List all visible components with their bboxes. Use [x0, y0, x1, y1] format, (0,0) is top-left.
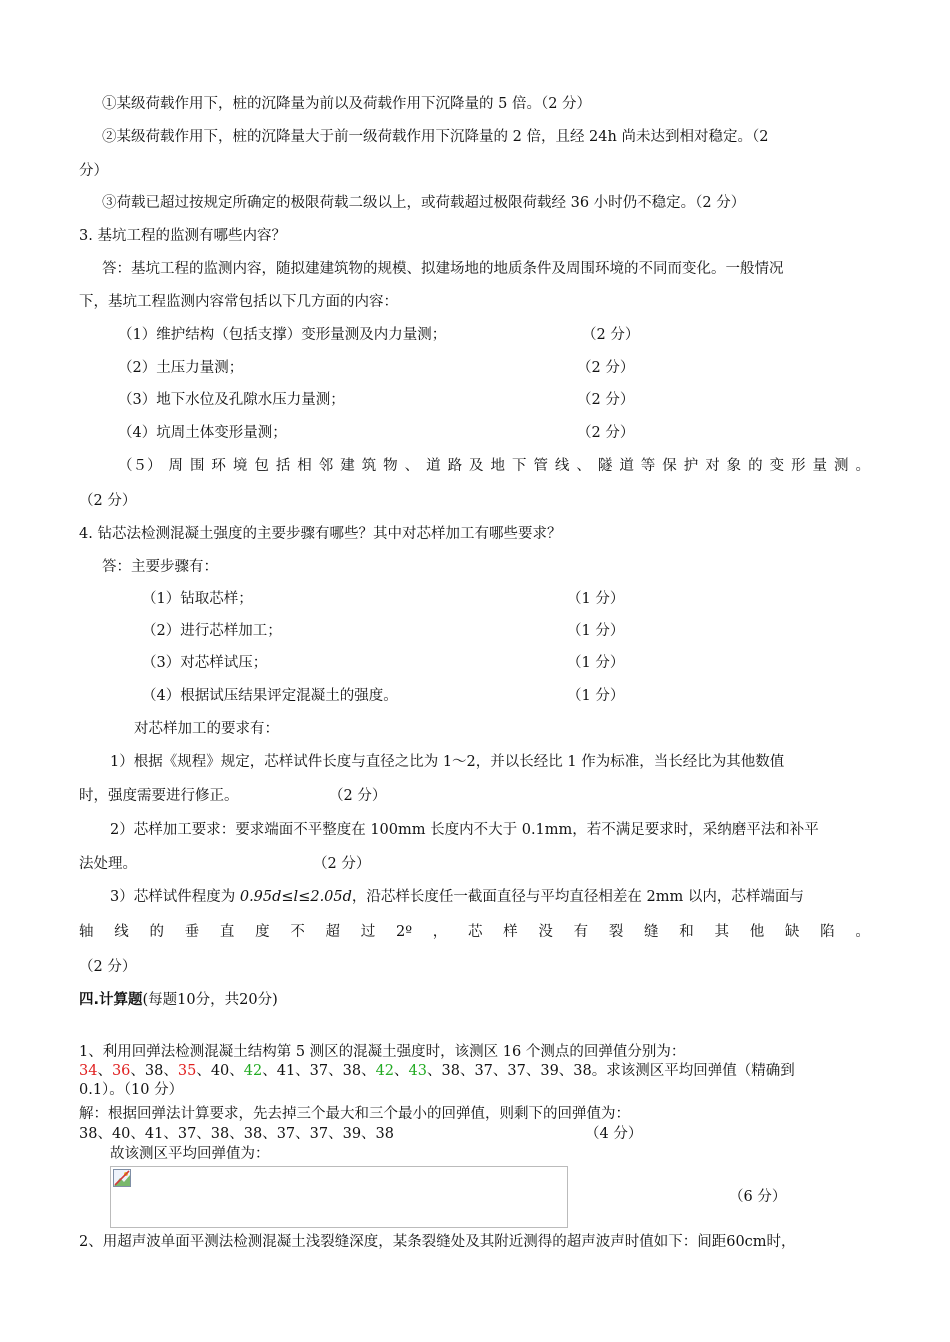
- q3-item-5-char: 及: [469, 458, 484, 474]
- rebound-value: 34: [79, 1063, 98, 1079]
- value-separator: 、: [328, 1063, 343, 1079]
- q4-req-3-line-2-char: 芯: [467, 924, 483, 940]
- q3-item-5-char: 、: [404, 458, 420, 474]
- value-separator: 、: [525, 1063, 541, 1079]
- q4-req-3-line-2-char: 裂: [608, 924, 624, 940]
- rebound-value: 40: [210, 1063, 230, 1079]
- calc1-solution-line-2: 38、40、41、37、38、38、37、37、39、38: [79, 1126, 395, 1142]
- q3-item-5-char: 象: [726, 458, 742, 474]
- q2-item-2: ②某级荷载作用下，桩的沉降量大于前一级荷载作用下沉降量的 2 倍，且经 24h 尚未达到相对稳定。（2: [102, 129, 769, 145]
- q4-step-4-score: （1 分）: [567, 688, 625, 704]
- q4-step-2-score: （1 分）: [567, 623, 625, 639]
- value-separator: 、: [130, 1063, 145, 1079]
- q3-item-5-char: 建: [340, 458, 355, 474]
- section-title: 四.计算题: [79, 992, 143, 1008]
- q4-req-3-text-a: 3）芯样试件程度为: [110, 889, 240, 905]
- q4-requirements-intro: 对芯样加工的要求有：: [134, 721, 279, 737]
- q4-req-3-line-2-char: 有: [573, 924, 589, 940]
- q2-item-3: ③荷载已超过按规定所确定的极限荷载二级以上，或荷载超过极限荷载经 36 小时仍不稳定。（2 分）: [102, 195, 746, 211]
- q3-item-5: [118, 456, 870, 476]
- q3-item-5-char: 保: [662, 458, 677, 474]
- q4-req-3-line-1: [110, 887, 804, 907]
- q3-item-5-char: 形: [791, 458, 806, 474]
- value-separator: 、: [361, 1063, 376, 1079]
- rebound-value: 42: [375, 1063, 395, 1079]
- q3-item-5-char: 、: [576, 458, 591, 474]
- q4-req-3-line-2-char: 过: [360, 924, 376, 940]
- q2-item-1: ①某级荷载作用下，桩的沉降量为前以及荷载作用下沉降量的 5 倍。（2 分）: [102, 96, 592, 112]
- q4-req-1-score: （2 分）: [329, 788, 387, 804]
- q3-item-5-score: （2 分）: [79, 493, 137, 509]
- q3-item-5-char: 周: [168, 458, 183, 474]
- q4-req-3-line-2-char: 。: [855, 924, 870, 940]
- q4-req-3-line-2-char: 样: [503, 924, 518, 940]
- q4-step-1-score: （1 分）: [567, 591, 625, 607]
- value-separator: 、: [97, 1063, 112, 1079]
- q4-step-3-score: （1 分）: [567, 655, 625, 671]
- q4-req-3-line-2-char: 和: [679, 924, 694, 940]
- q4-question: 4. 钻芯法检测混凝土强度的主要步骤有哪些？其中对芯样加工有哪些要求？: [79, 526, 562, 542]
- section-heading: [79, 990, 278, 1010]
- q3-question: 3. 基坑工程的监测有哪些内容？: [79, 228, 286, 244]
- q3-item-3: （3）地下水位及孔隙水压力量测；: [118, 392, 345, 408]
- q4-req-3-line-2-char: 度: [255, 924, 270, 940]
- q4-req-1-line-2: 时，强度需要进行修正。: [79, 788, 239, 804]
- value-separator: 、: [229, 1063, 244, 1079]
- q4-req-3-line-2-char: 轴: [79, 924, 94, 940]
- rebound-value: 43: [408, 1063, 427, 1079]
- q3-item-5-char: 等: [640, 458, 656, 474]
- q4-req-3-line-2-char: 缺: [784, 924, 800, 940]
- q3-item-5-char: 量: [812, 458, 828, 474]
- q2-item-2-cont: 分）: [79, 163, 108, 179]
- q4-answer-intro: 答：主要步骤有：: [102, 559, 218, 575]
- q3-item-5-char: 对: [705, 458, 720, 474]
- q3-item-3-score: （2 分）: [577, 392, 635, 408]
- calc1-line-3: 0.1）。（10 分）: [79, 1082, 184, 1098]
- rebound-value: 37: [309, 1063, 329, 1079]
- q4-step-1: （1）钻取芯样；: [142, 591, 253, 607]
- formula-image-placeholder: [110, 1166, 568, 1228]
- q4-req-3-line-2-char: 线: [114, 924, 129, 940]
- value-separator: 、: [558, 1063, 574, 1079]
- q3-item-5-char: 。: [855, 458, 870, 474]
- rebound-value: 38: [573, 1063, 592, 1079]
- q3-item-5-char: 道: [619, 458, 634, 474]
- q4-req-2-line-2: 法处理。: [79, 856, 137, 872]
- q3-answer-line-1: 答：基坑工程的监测内容，随拟建建筑物的规模、拟建场地的地质条件及周围环境的不同而变化。一般情况: [102, 261, 784, 277]
- q4-req-2-line-1: 2）芯样加工要求：要求端面不平整度在 100mm 长度内不大于 0.1mm，若不满足要求时，采纳磨平法和补平: [110, 822, 819, 838]
- rebound-value: 42: [243, 1063, 263, 1079]
- rebound-value: 35: [177, 1063, 197, 1079]
- calc1-question: 1、利用回弹法检测混凝土结构第 5 测区的混凝土强度时，该测区 16 个测点的回弹值分别为：: [79, 1044, 686, 1060]
- calc1-solution-line-4-score: （6 分）: [729, 1189, 787, 1205]
- q3-item-5-char: 括: [275, 458, 291, 474]
- value-separator: 、: [394, 1063, 409, 1079]
- q4-req-3-line-2-char: ，: [432, 924, 448, 940]
- q4-req-2-score: （2 分）: [313, 856, 371, 872]
- q4-req-3-line-2-char: 缝: [644, 924, 659, 940]
- calc1-solution-line-3: 故该测区平均回弹值为：: [110, 1146, 270, 1162]
- q3-item-5-char: 下: [511, 458, 527, 474]
- q3-item-5-char: 地: [490, 458, 505, 474]
- rebound-value: 38: [144, 1063, 164, 1079]
- value-separator: 、: [426, 1063, 442, 1079]
- value-separator: 、: [163, 1063, 178, 1079]
- calc1-solution-line-1: 解：根据回弹法计算要求，先去掉三个最大和三个最小的回弹值，则剩下的回弹值为：: [79, 1106, 630, 1122]
- calc2-line-1: 2、用超声波单面平测法检测混凝土浅裂缝深度，某条裂缝处及其附近测得的超声波声时值如下：间距60cm时，: [79, 1234, 796, 1250]
- q3-item-5-char: 包: [254, 458, 269, 474]
- q4-req-3-line-2-char: 的: [149, 924, 164, 940]
- q4-req-3-text-b: ，沿芯样长度任一截面直径与平均直径相差在 2mm 以内，芯样端面与: [351, 889, 804, 905]
- value-separator: 、: [262, 1063, 277, 1079]
- q3-item-5-char: 物: [383, 458, 398, 474]
- rebound-value: 41: [276, 1063, 296, 1079]
- q3-item-5-char: 路: [447, 458, 463, 474]
- q3-item-5-char: （５）: [118, 458, 162, 474]
- q4-req-3-line-2-char: 垂: [184, 924, 200, 940]
- q4-req-3-line-2-char: 2º: [395, 924, 413, 940]
- q3-item-2: （2）土压力量测；: [118, 360, 244, 376]
- rebound-value: 36: [111, 1063, 131, 1079]
- q4-req-3-line-2-char: 不: [290, 924, 305, 940]
- rebound-value: 37: [507, 1063, 526, 1079]
- q4-req-3-line-2-char: 其: [714, 924, 729, 940]
- q4-req-3-formula: 0.95d≤l≤2.05d: [239, 889, 352, 905]
- q3-item-5-char: 的: [748, 458, 763, 474]
- q3-item-5-char: 环: [211, 458, 226, 474]
- q3-item-5-char: 相: [297, 458, 312, 474]
- q4-req-3-line-2-char: 他: [749, 924, 765, 940]
- q4-req-3-line-2-char: 超: [325, 924, 341, 940]
- q3-item-1-score: （2 分）: [582, 327, 640, 343]
- q4-req-3-line-2-char: 陷: [820, 924, 835, 940]
- q4-req-3-line-2-char: 直: [219, 924, 235, 940]
- q3-item-5-char: 变: [769, 458, 785, 474]
- q3-item-5-char: 筑: [361, 458, 377, 474]
- q3-item-5-char: 邻: [318, 458, 334, 474]
- q3-item-5-char: 道: [426, 458, 441, 474]
- section-subtitle: (每题10分，共20分): [142, 992, 278, 1008]
- q4-step-3: （3）对芯样试压；: [142, 655, 268, 671]
- rebound-value: 37: [474, 1063, 493, 1079]
- q3-item-5-char: 围: [189, 458, 205, 474]
- q4-req-3-line-2-char: 没: [538, 924, 553, 940]
- q4-req-1-line-1: 1）根据《规程》规定，芯样试件长度与直径之比为 1～2，并以长经比 1 作为标准，当长经比为其他数值: [110, 754, 785, 770]
- value-separator: 、: [196, 1063, 211, 1079]
- calc1-values-tail: 。求该测区平均回弹值（精确到: [591, 1063, 795, 1079]
- q3-item-2-score: （2 分）: [577, 360, 635, 376]
- q4-req-3-line-2: [79, 922, 870, 942]
- rebound-value: 38: [441, 1063, 460, 1079]
- calc1-values: [79, 1063, 592, 1079]
- q4-step-4: （4）根据试压结果评定混凝土的强度。: [142, 688, 398, 704]
- q4-req-3-score: （2 分）: [79, 959, 137, 975]
- q3-item-5-char: 管: [533, 458, 548, 474]
- value-separator: 、: [492, 1063, 508, 1079]
- q3-item-4-score: （2 分）: [577, 425, 635, 441]
- q3-answer-line-2: 下，基坑工程监测内容常包括以下几方面的内容：: [79, 294, 398, 310]
- q3-item-5-char: 线: [554, 458, 570, 474]
- broken-image-icon: [113, 1169, 131, 1187]
- q3-item-5-char: 隧: [597, 458, 613, 474]
- rebound-value: 39: [540, 1063, 559, 1079]
- calc1-values-line: [79, 1061, 795, 1081]
- q3-item-1: （1）维护结构（包括支撑）变形量测及内力量测；: [118, 327, 447, 343]
- q4-step-2: （2）进行芯样加工；: [142, 623, 282, 639]
- q3-item-5-char: 测: [834, 458, 849, 474]
- rebound-value: 38: [342, 1063, 362, 1079]
- q3-item-4: （4）坑周土体变形量测；: [118, 425, 287, 441]
- q3-item-5-char: 境: [232, 458, 248, 474]
- value-separator: 、: [295, 1063, 310, 1079]
- value-separator: 、: [459, 1063, 475, 1079]
- calc1-solution-line-2-score: （4 分）: [585, 1126, 643, 1142]
- q3-item-5-char: 护: [683, 458, 699, 474]
